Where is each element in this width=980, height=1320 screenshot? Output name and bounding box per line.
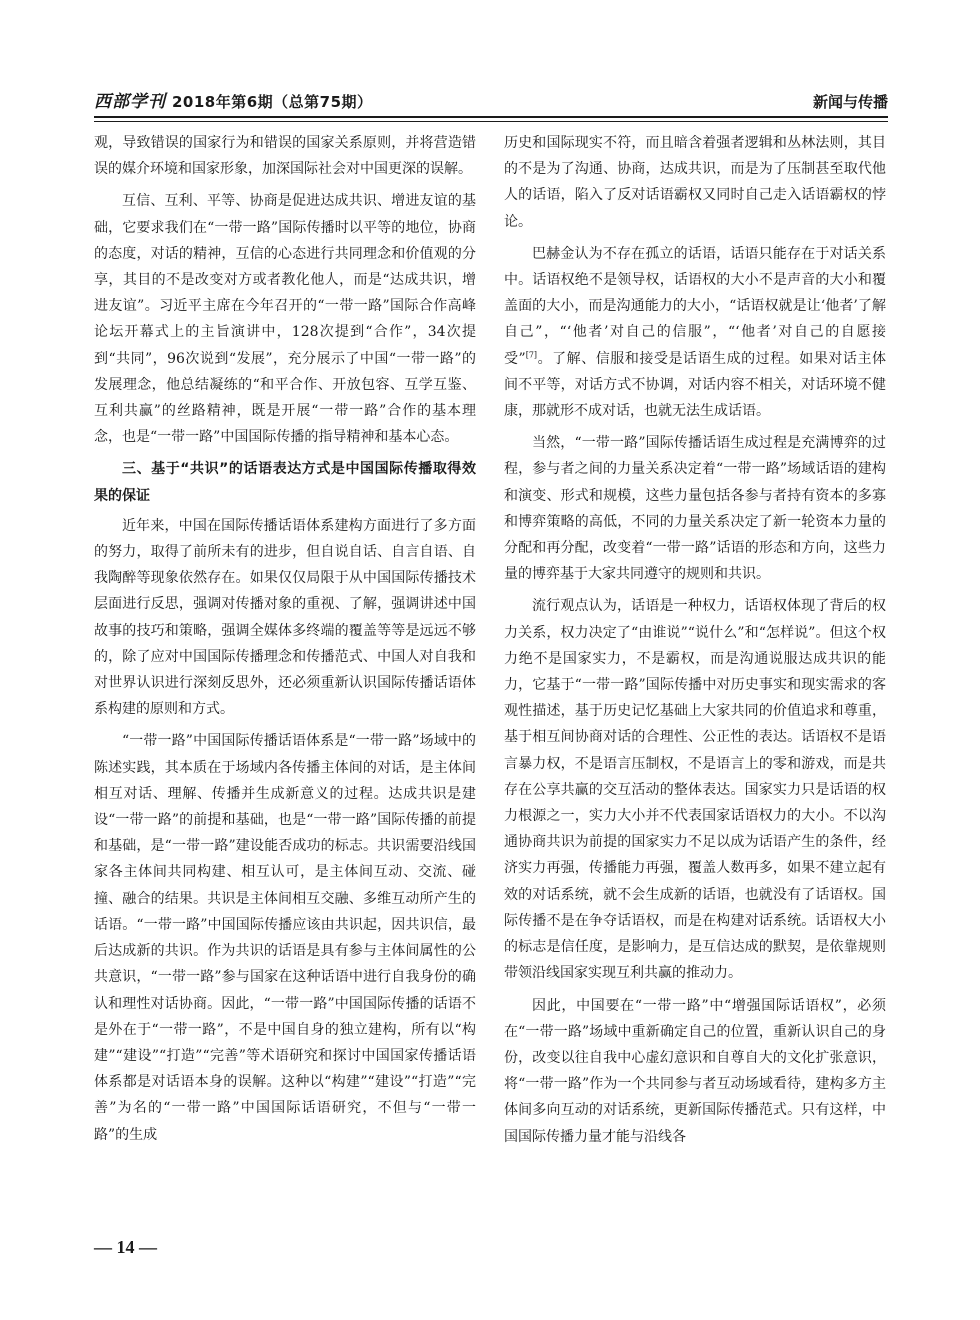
citation-reference: [7] [525,349,538,359]
running-header [94,84,888,118]
right-column [504,130,886,1156]
paragraph [504,241,886,424]
page-number: — 14 — [94,1237,157,1257]
paragraph: 近年来，中国在国际传播话语体系建构方面进行了多方面的努力，取得了前所未有的进步，但自说自话、自言自语、自我陶醉等现象依然存在。如果仅仅局限于从中国国际传播技术层面进行反思，强调对传播对象的重视、了解，强调讲述中国故事的技巧和策略，强调全媒体多终端的覆盖等等是远远不够的，除了应对中国国际传播理念和传播范式、中国人对自我和对世界认识进行深刻反思外，还必须重新认识国际传播话语体系构建的原则和方式。 [94,517,476,718]
header-rule [94,116,888,118]
paragraph: 流行观点认为，话语是一种权力，话语权体现了背后的权力关系，权力决定了“由谁说”“说什么”和“怎样说”。但这个权力绝不是国家实力，不是霸权，而是沟通说服达成共识的能力，它基于“一带一路”国际传播中对历史事实和现实需求的客观性描述，基于历史记忆基础上大家共同的价值追求和尊重，基于相互间协商对话的合理性、公正性的表达。话语权不是语言暴力权，不是语言压制权，不是语言上的零和游戏，而是共存在公享共赢的交互活动的整体表达。国家实力只是话语的权力根源之一，实力大小并不代表国家话语权力的大小。不以沟通协商共识为前提的国家实力不足以成为话语产生的条件，经济实力再强，传播能力再强，覆盖人数再多，如果不建立起有效的对话系统，就不会生成新的话语，也就没有了话语权。国际传播不是在争夺话语权，而是在构建对话系统。话语权大小的标志是信任度，是影响力，是互信达成的默契，是依靠规则带领沿线国家实现互利共赢的推动力。 [504,598,886,982]
header-rule-thin [94,121,888,122]
section-heading: 三、基于“共识”的话语表达方式是中国国际传播取得效果的保证 [94,461,476,504]
left-column [94,130,476,1154]
paragraph-continued: 观，导致错误的国家行为和错误的国家关系原则，并将营造错误的媒介环境和国家形象，加深国际社会对中国更深的误解。 [94,135,476,178]
journal-title [94,87,373,112]
section-name: 新闻与传播 [812,93,888,111]
paragraph: 当然，“一带一路”国际传播话语生成过程是充满博弈的过程，参与者之间的力量关系决定着“一带一路”场域话语的建构和演变、形式和规模，这些力量包括各参与者持有资本的多寡和博弈策略的高低，不同的力量关系决定了新一轮资本力量的分配和再分配，改变着“一带一路”话语的形态和方向，这些力量的博弈基于大家共同遵守的规则和共识。 [504,435,886,583]
paragraph: “一带一路”中国国际传播话语体系是“一带一路”场域中的陈述实践，其本质在于场域内各传播主体间的对话，是主体间相互对话、理解、传播并生成新意义的过程。达成共识是建设“一带一路”的前提和基础，也是“一带一路”国际传播的前提和基础，是“一带一路”建设能否成功的标志。共识需要沿线国家各主体间共同构建、相互认可，是主体间互动、交流、碰撞、融合的结果。共识是主体间相互交融、多维互动所产生的话语。“一带一路”中国国际传播应该由共识起，因共识信，最后达成新的共识。作为共识的话语是具有参与主体间属性的公共意识，“一带一路”参与国家在这种话语中进行自我身份的确认和理性对话协商。因此，“一带一路”中国国际传播的话语不是外在于“一带一路”，不是中国自身的独立建构，所有以“构建”“建设”“打造”“完善”等术语研究和探讨中国国家传播话语体系都是对话语本身的误解。这种以“构建”“建设”“打造”“完善”为名的“一带一路”中国国际话语研究，不但与“一带一路”的生成 [94,733,476,1143]
paragraph-continued: 历史和国际现实不符，而且暗含着强者逻辑和丛林法则，其目的不是为了沟通、协商，达成共识，而是为了压制甚至取代他人的话语，陷入了反对话语霸权又同时自己走入话语霸权的悖论。 [504,135,886,230]
paragraph-text: 。了解、信服和接受是话语生成的过程。如果对话主体间不平等，对话方式不协调，对话内容不相关，对话环境不健康，那就形不成对话，也就无法生成话语。 [504,350,886,420]
issue-info: 2018年第6期（总第75期） [172,93,373,111]
paragraph: 互信、互利、平等、协商是促进达成共识、增进友谊的基础，它要求我们在“一带一路”国际传播时以平等的地位，协商的态度，对话的精神，互信的心态进行共同理念和价值观的分享，其目的不是改变对方或者教化他人，而是“达成共识，增进友谊”。习近平主席在今年召开的“一带一路”国际合作高峰论坛开幕式上的主旨演讲中，128次提到“合作”，34次提到“共同”，96次说到“发展”，充分展示了中国“一带一路”的发展理念，他总结凝练的“和平合作、开放包容、互学互鉴、互利共赢”的丝路精神，既是开展“一带一路”合作的基本理念，也是“一带一路”中国国际传播的指导精神和基本心态。 [94,193,476,446]
paragraph: 因此，中国要在“一带一路”中“增强国际话语权”，必须在“一带一路”场域中重新确定自己的位置，重新认识自己的身份，改变以往自我中心虚幻意识和自尊自大的文化扩张意识，将“一带一路”作为一个共同参与者互动场域看待，建构多方主体间多向互动的对话系统，更新国际传播范式。只有这样，中国国际传播力量才能与沿线各 [504,997,886,1145]
paragraph-text: 巴赫金认为不存在孤立的话语，话语只能存在于对话关系中。话语权绝不是领导权，话语权的大小不是声音的大小和覆盖面的大小，而是沟通能力的大小，“话语权就是让‘他者’了解自己”，“‘他者’对自己的信服”，“‘他者’对自己的自愿接受” [504,245,886,367]
journal-logo: 西部学刊 [94,92,166,112]
